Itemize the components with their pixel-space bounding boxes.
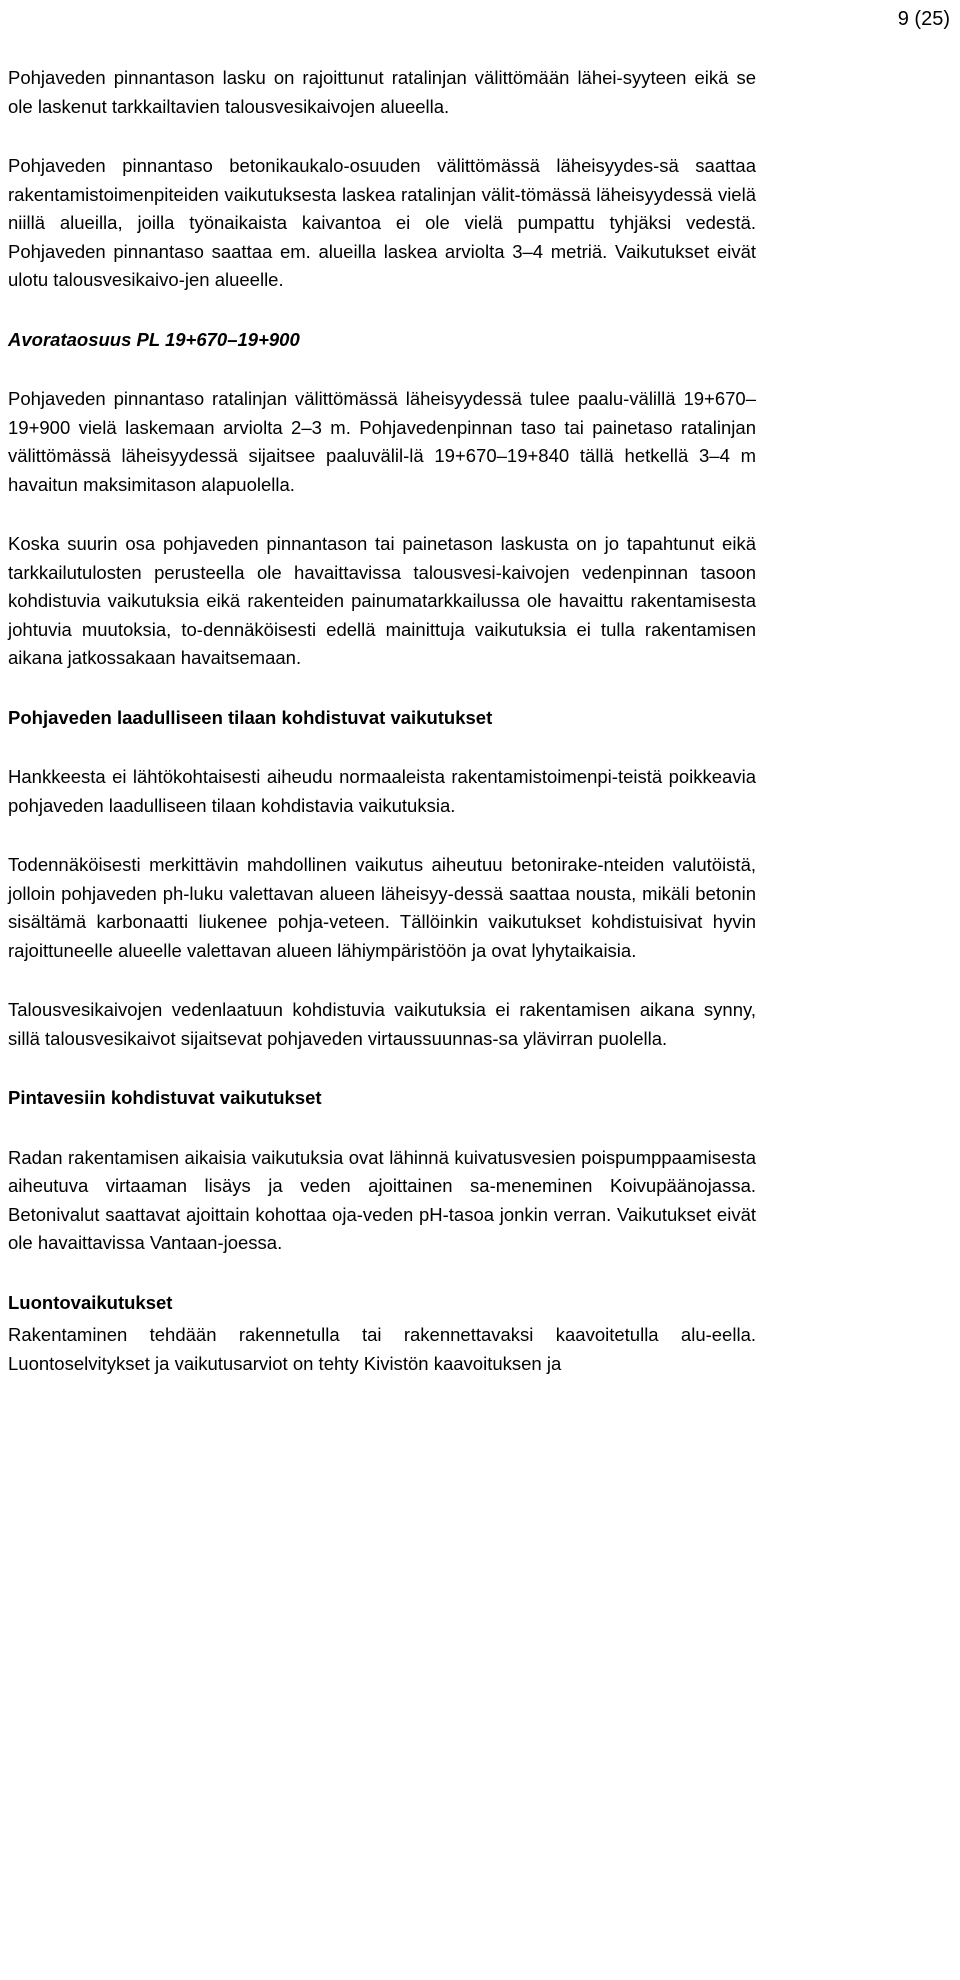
heading-block [8, 704, 756, 733]
heading-block [8, 1289, 756, 1318]
paragraph-block [8, 1144, 756, 1258]
document-body [8, 64, 756, 1378]
heading-block [8, 326, 756, 355]
paragraph: Koska suurin osa pohjaveden pinnantason tai painetason laskusta on jo tapahtunut eikä tarkkailutulosten perusteella ole havaittavissa talousvesi-kaivojen vedenpinnan tasoon kohdistuvia vaikutuksia eikä rakenteiden painumatarkkailussa ole havaittu rakentamisesta johtuvia muutoksia, to-dennäköisesti edellä mainittuja vaikutuksia ei tulla rakentamisen aikana jatkossakaan havaitsemaan. [8, 533, 756, 668]
paragraph: Todennäköisesti merkittävin mahdollinen vaikutus aiheutuu betonirake-nteiden valutöistä, jolloin pohjaveden ph-luku valettavan alueen läheisyy-dessä saattaa nousta, mikäli betonin sisältämä karbonaatti liukenee pohja-veteen. Tällöinkin vaikutukset kohdistuisivat hyvin rajoittuneelle alueelle valettavan alueen lähiympäristöön ja ovat lyhytaikaisia. [8, 854, 756, 961]
paragraph-block [8, 1321, 756, 1378]
paragraph-block [8, 385, 756, 499]
section-heading: Pohjaveden laadulliseen tilaan kohdistuvat vaikutukset [8, 706, 493, 728]
paragraph: Radan rakentamisen aikaisia vaikutuksia ovat lähinnä kuivatusvesien poispumppaamisesta aiheutuva virtaaman lisäys ja veden ajoittainen sa-meneminen Koivupäänojassa. Betonivalut saattavat ajoittain kohottaa oja-veden pH-tasoa jonkin verran. Vaikutukset eivät ole havaittavissa Vantaan-joessa. [8, 1146, 756, 1253]
paragraph: Talousvesikaivojen vedenlaatuun kohdistuvia vaikutuksia ei rakentamisen aikana synny, sillä talousvesikaivot sijaitsevat pohjaveden virtaussuunnas-sa ylävirran puolella. [8, 999, 756, 1049]
subsection-heading: Avorataosuus PL 19+670–19+900 [8, 328, 300, 350]
paragraph-block [8, 530, 756, 673]
paragraph: Hankkeesta ei lähtökohtaisesti aiheudu normaaleista rakentamistoimenpi-teistä poikkeavia pohjaveden laadulliseen tilaan kohdistavia vaikutuksia. [8, 766, 756, 816]
heading-block [8, 1084, 756, 1113]
paragraph: Rakentaminen tehdään rakennetulla tai rakennettavaksi kaavoitetulla alu-eella. Luontoselvitykset ja vaikutusarviot on tehty Kivistön kaavoituksen ja [8, 1324, 756, 1374]
paragraph: Pohjaveden pinnantaso ratalinjan välittömässä läheisyydessä tulee paalu-välillä 19+670–19+900 vielä laskemaan arviolta 2–3 m. Pohjavedenpinnan taso tai painetaso ratalinjan välittömässä läheisyydessä sijaitsee paaluvälil-lä 19+670–19+840 tällä hetkellä 3–4 m havaitun maksimitason alapuolella. [8, 388, 756, 495]
paragraph-block [8, 152, 756, 295]
paragraph-block [8, 64, 756, 121]
paragraph-block [8, 763, 756, 820]
page-number: 9 (25) [897, 8, 950, 30]
paragraph-block [8, 996, 756, 1053]
paragraph: Pohjaveden pinnantaso betonikaukalo-osuuden välittömässä läheisyydes-sä saattaa rakentamistoimenpiteiden vaikutuksesta laskea ratalinjan välit-tömässä läheisyydessä vielä niillä alueilla, joilla työnaikaista kaivantoa ei ole vielä pumpattu tyhjäksi vedestä. Pohjaveden pinnantaso saattaa em. alueilla laskea arviolta 3–4 metriä. Vaikutukset eivät ulotu talousvesikaivo-jen alueelle. [8, 155, 756, 290]
paragraph: Pohjaveden pinnantason lasku on rajoittunut ratalinjan välittömään lähei-syyteen eikä se ole laskenut tarkkailtavien talousvesikaivojen alueella. [8, 67, 756, 117]
paragraph-block [8, 851, 756, 965]
section-heading: Luontovaikutukset [8, 1291, 173, 1313]
section-heading: Pintavesiin kohdistuvat vaikutukset [8, 1087, 322, 1108]
